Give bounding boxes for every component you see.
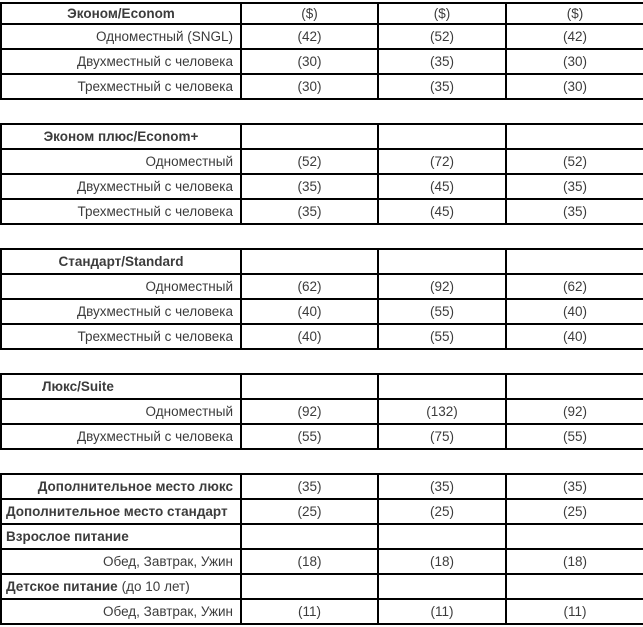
row-label: Люкс/Suite (42, 379, 114, 394)
row-label-cell (2, 375, 240, 398)
row-label-cell (2, 575, 240, 598)
row-label: Двухместный с человека (76, 54, 233, 69)
price-cell (505, 125, 643, 148)
row-label-cell (2, 525, 240, 548)
price-cell: (30) (240, 75, 377, 98)
row-label: Трехместный с человека (77, 329, 233, 344)
price-cell: (40) (505, 325, 643, 348)
price-cell (505, 575, 643, 598)
table-row (2, 575, 643, 600)
price-cell: (42) (240, 25, 377, 48)
table-section-extras-and-meals (0, 473, 643, 625)
row-label: Двухместный с человека (76, 304, 233, 319)
price-cell: (92) (240, 400, 377, 423)
price-cell: (25) (505, 500, 643, 523)
row-label: Обед, Завтрак, Ужин (103, 604, 233, 619)
price-cell: (18) (377, 550, 505, 573)
row-label-cell (2, 25, 240, 48)
price-cell: (35) (240, 175, 377, 198)
table-row (2, 375, 643, 400)
price-cell: (55) (377, 300, 505, 323)
row-label-cell (2, 4, 240, 23)
row-label: Детское питание (6, 579, 118, 594)
price-cell: (52) (377, 25, 505, 48)
price-cell: (62) (505, 275, 643, 298)
price-cell: (40) (505, 300, 643, 323)
price-cell: (30) (505, 50, 643, 73)
row-label-suffix: (до 10 лет) (121, 579, 190, 594)
price-cell: (45) (377, 200, 505, 223)
table-row (2, 525, 643, 550)
price-cell (505, 375, 643, 398)
price-cell: ($) (377, 4, 505, 23)
price-cell: ($) (505, 4, 643, 23)
row-label-cell (2, 425, 240, 448)
price-cell: (35) (377, 475, 505, 498)
table-row (2, 275, 643, 300)
row-label-cell (2, 50, 240, 73)
row-label: Взрослое питание (6, 529, 129, 544)
table-section-econom-plus (0, 123, 643, 225)
price-cell: (132) (377, 400, 505, 423)
price-cell: (35) (505, 475, 643, 498)
price-cell (377, 375, 505, 398)
price-cell: (11) (240, 600, 377, 623)
row-label-cell (2, 175, 240, 198)
row-label: Трехместный с человека (77, 79, 233, 94)
price-cell (240, 125, 377, 148)
row-label-cell (2, 250, 240, 273)
table-row (2, 25, 643, 50)
price-cell (505, 250, 643, 273)
table-row (2, 425, 643, 450)
price-cell: (18) (240, 550, 377, 573)
row-label-cell (2, 150, 240, 173)
price-cell: (25) (377, 500, 505, 523)
row-label-cell (2, 475, 240, 498)
price-cell: (11) (505, 600, 643, 623)
price-cell: (35) (377, 50, 505, 73)
price-cell: (45) (377, 175, 505, 198)
price-cell (240, 375, 377, 398)
row-label: Дополнительное место стандарт (6, 504, 228, 519)
table-row (2, 500, 643, 525)
row-label-cell (2, 600, 240, 623)
price-cell: (92) (505, 400, 643, 423)
price-cell: (92) (377, 275, 505, 298)
table-row (2, 400, 643, 425)
table-row (2, 325, 643, 350)
price-cell: (25) (240, 500, 377, 523)
table-row (2, 50, 643, 75)
row-label-cell (2, 275, 240, 298)
row-label-cell (2, 75, 240, 98)
price-cell: (52) (505, 150, 643, 173)
table-row (2, 200, 643, 225)
price-cell (377, 250, 505, 273)
table-row (2, 150, 643, 175)
price-cell: (42) (505, 25, 643, 48)
price-cell: (40) (240, 325, 377, 348)
table-row (2, 75, 643, 100)
table-row (2, 250, 643, 275)
row-label: Двухместный с человека (76, 429, 233, 444)
table-row (2, 300, 643, 325)
row-label: Дополнительное место люкс (37, 479, 233, 494)
price-cell: (35) (377, 75, 505, 98)
price-cell: (18) (505, 550, 643, 573)
table-row (2, 600, 643, 625)
price-cell: (72) (377, 150, 505, 173)
price-cell: (75) (377, 425, 505, 448)
table-row (2, 125, 643, 150)
row-label: Одноместный (145, 279, 233, 294)
price-cell: (30) (505, 75, 643, 98)
price-cell: (35) (505, 200, 643, 223)
row-label: Двухместный с человека (76, 179, 233, 194)
price-cell: (52) (240, 150, 377, 173)
price-cell: (35) (240, 475, 377, 498)
price-cell (377, 125, 505, 148)
row-label: Одноместный (145, 154, 233, 169)
table-row (2, 175, 643, 200)
table-row (2, 550, 643, 575)
price-cell: (40) (240, 300, 377, 323)
row-label: Стандарт/Standard (58, 254, 184, 269)
price-cell: (11) (377, 600, 505, 623)
price-cell (377, 525, 505, 548)
row-label-cell (2, 400, 240, 423)
table-section-econom (0, 2, 643, 100)
row-label-cell (2, 550, 240, 573)
price-cell: (55) (377, 325, 505, 348)
row-label-cell (2, 300, 240, 323)
row-label: Трехместный с человека (77, 204, 233, 219)
row-label-cell (2, 125, 240, 148)
table-section-standard (0, 248, 643, 350)
row-label: Эконом плюс/Econom+ (43, 129, 199, 144)
price-cell (240, 525, 377, 548)
table-section-suite (0, 373, 643, 450)
price-cell (240, 250, 377, 273)
price-cell: (35) (505, 175, 643, 198)
row-label: Обед, Завтрак, Ужин (103, 554, 233, 569)
row-label: Эконом/Econom (67, 6, 175, 21)
price-cell: (55) (505, 425, 643, 448)
price-cell: (35) (240, 200, 377, 223)
price-cell: ($) (240, 4, 377, 23)
price-cell (377, 575, 505, 598)
row-label-cell (2, 200, 240, 223)
row-label-cell (2, 500, 240, 523)
price-cell: (30) (240, 50, 377, 73)
price-cell (240, 575, 377, 598)
row-label: Одноместный (145, 404, 233, 419)
price-cell: (62) (240, 275, 377, 298)
price-cell (505, 525, 643, 548)
price-cell: (55) (240, 425, 377, 448)
row-label-cell (2, 325, 240, 348)
table-row (2, 475, 643, 500)
row-label: Одноместный (SNGL) (96, 29, 233, 44)
table-row (2, 4, 643, 25)
